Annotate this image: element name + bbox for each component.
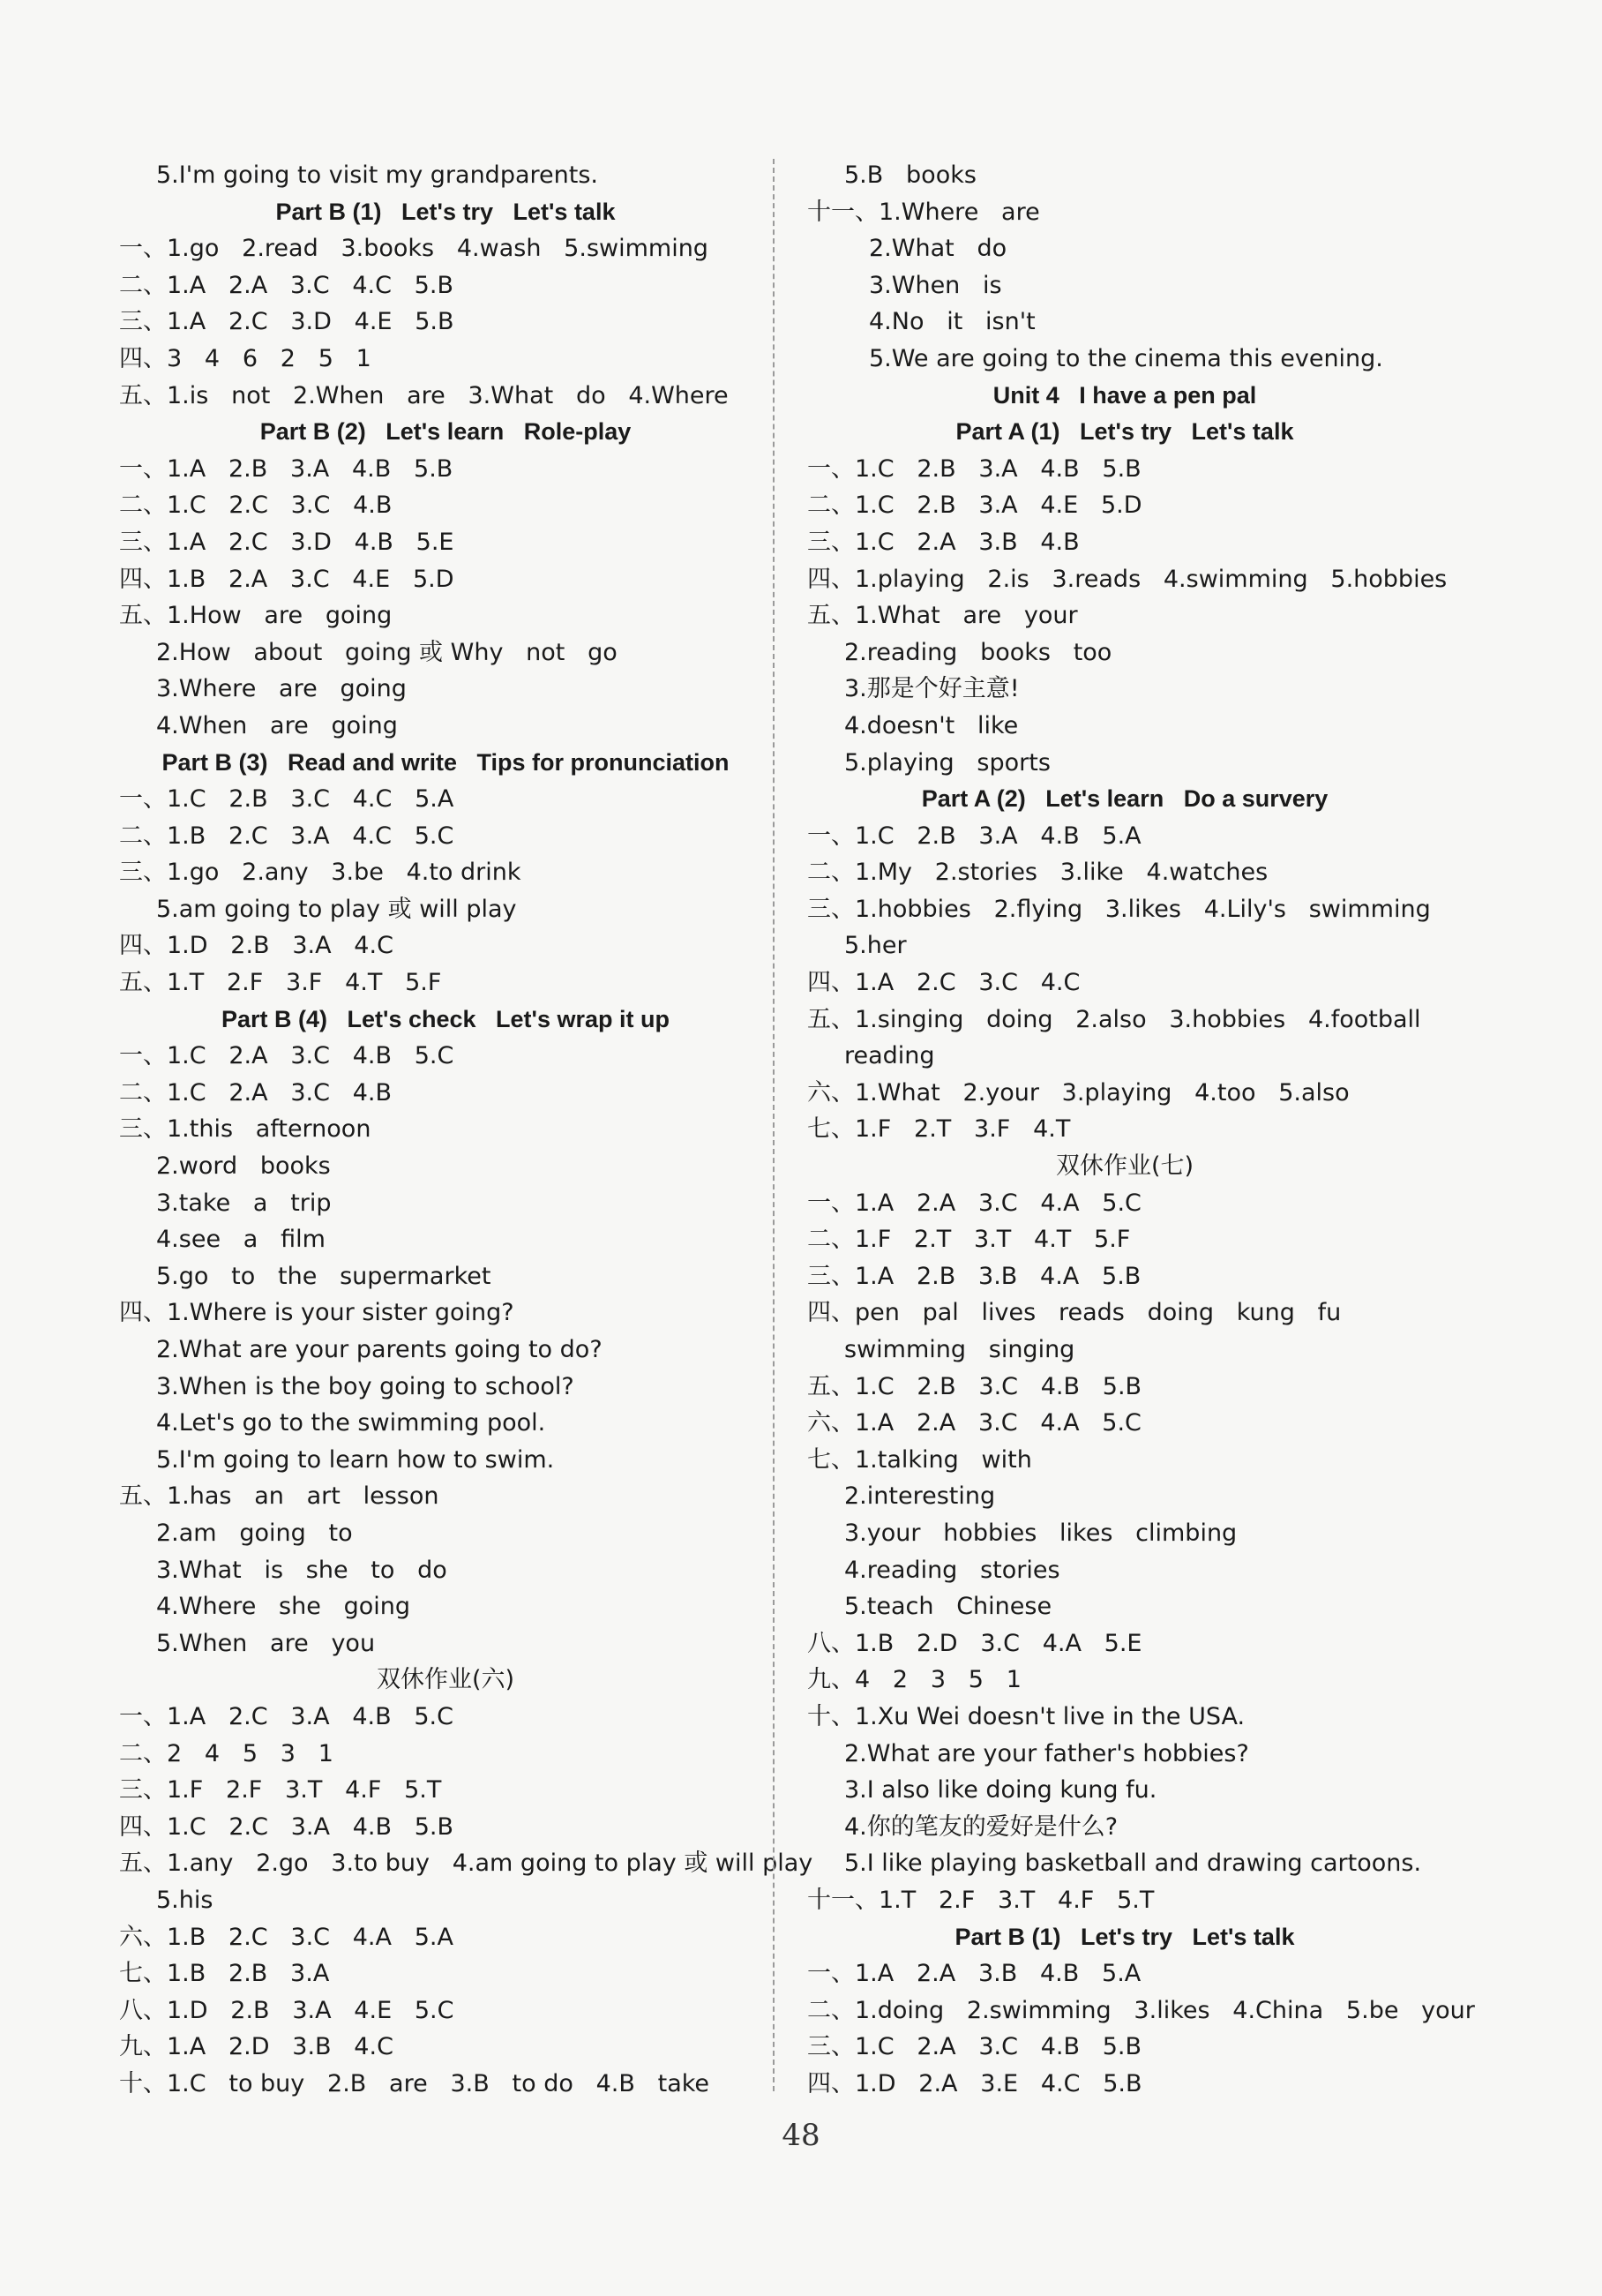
answer-line: 一、1.A 2.A 3.C 4.A 5.C: [807, 1189, 1142, 1217]
answer-line: 十、1.C to buy 2.B are 3.B to do 4.B take: [119, 2069, 710, 2097]
answer-line: 一、1.A 2.B 3.A 4.B 5.B: [119, 454, 453, 483]
answer-line: 4.你的笔友的爱好是什么?: [844, 1812, 1119, 1841]
answer-line: 三、1.this afternoon: [119, 1115, 371, 1144]
answer-line: 5.I like playing basketball and drawing cartoons.: [844, 1850, 1422, 1878]
answer-line: 5.teach Chinese: [844, 1593, 1052, 1621]
answer-line: 八、1.D 2.B 3.A 4.E 5.C: [119, 1996, 454, 2024]
answer-line: 三、1.C 2.A 3.B 4.B: [807, 528, 1080, 556]
answer-line: 二、1.My 2.stories 3.like 4.watches: [807, 859, 1269, 887]
answer-line: 4.doesn't like: [844, 711, 1019, 739]
answer-line: 二、1.A 2.A 3.C 4.C 5.B: [119, 271, 453, 299]
section-heading: Part B (2) Let's learn Role-play: [259, 418, 632, 446]
answer-line: 二、1.C 2.B 3.A 4.E 5.D: [807, 491, 1142, 520]
answer-line: 三、1.hobbies 2.flying 3.likes 4.Lily's swimming: [807, 895, 1431, 923]
answer-line: 四、1.Where is your sister going?: [119, 1299, 514, 1327]
answer-line: 四、1.D 2.B 3.A 4.C: [119, 932, 393, 960]
answer-line: 四、1.D 2.A 3.E 4.C 5.B: [807, 2069, 1142, 2097]
section-heading: Part B (3) Read and write Tips for pronunciation: [161, 748, 730, 776]
answer-line: 五、1.What are your: [807, 602, 1078, 630]
section-heading: Part B (1) Let's try Let's talk: [954, 1923, 1295, 1950]
answer-line: 4.see a film: [156, 1226, 326, 1254]
answer-line: 一、1.A 2.C 3.A 4.B 5.C: [119, 1702, 453, 1730]
answer-line: 五、1.is not 2.When are 3.What do 4.Where: [119, 381, 729, 409]
answer-line: 5.his: [156, 1886, 213, 1914]
answer-line: 5.am going to play 或 will play: [156, 895, 517, 923]
section-heading: Unit 4 I have a pen pal: [992, 381, 1257, 409]
section-heading: Part A (1) Let's try Let's talk: [955, 418, 1294, 446]
section-heading: Part A (2) Let's learn Do a survery: [921, 785, 1329, 813]
column-divider: [773, 159, 775, 2091]
answer-line: 2.word books: [156, 1152, 331, 1181]
answer-line: 六、1.B 2.C 3.C 4.A 5.A: [119, 1923, 453, 1951]
answer-line: 五、1.has an art lesson: [119, 1482, 439, 1511]
section-heading: Part B (1) Let's try Let's talk: [275, 198, 616, 225]
answer-line: reading: [844, 1042, 935, 1070]
answer-line: 4.Where she going: [156, 1593, 410, 1621]
answer-line: 三、1.C 2.A 3.C 4.B 5.B: [807, 2033, 1142, 2061]
answer-line: 七、1.F 2.T 3.F 4.T: [807, 1115, 1071, 1144]
answer-line: 三、1.A 2.B 3.B 4.A 5.B: [807, 1262, 1142, 1290]
answer-line: 四、1.playing 2.is 3.reads 4.swimming 5.hobbies: [807, 565, 1448, 593]
answer-line: 九、4 2 3 5 1: [807, 1666, 1022, 1694]
section-heading: 双休作业(六): [376, 1666, 515, 1694]
answer-line: 2.am going to: [156, 1519, 353, 1547]
answer-line: 七、1.B 2.B 3.A: [119, 1960, 330, 1988]
answer-line: 4.reading stories: [844, 1556, 1060, 1584]
answer-line: 四、1.C 2.C 3.A 4.B 5.B: [119, 1812, 454, 1841]
answer-line: 一、1.C 2.B 3.C 4.C 5.A: [119, 785, 454, 814]
answer-line: 5.her: [844, 932, 907, 960]
answer-line: 4.Let's go to the swimming pool.: [156, 1409, 546, 1437]
answer-line: 一、1.C 2.A 3.C 4.B 5.C: [119, 1042, 454, 1070]
answer-line: 八、1.B 2.D 3.C 4.A 5.E: [807, 1629, 1142, 1657]
right-column: [807, 157, 1475, 2102]
answer-line: 七、1.talking with: [807, 1445, 1032, 1474]
answer-line: 一、1.A 2.A 3.B 4.B 5.A: [807, 1960, 1142, 1988]
answer-line: 三、1.go 2.any 3.be 4.to drink: [119, 859, 521, 887]
answer-line: 一、1.C 2.B 3.A 4.B 5.B: [807, 454, 1142, 483]
answer-line: 2.reading books too: [844, 638, 1112, 666]
answer-line: 四、1.A 2.C 3.C 4.C: [807, 969, 1081, 997]
answer-line: 九、1.A 2.D 3.B 4.C: [119, 2033, 393, 2061]
left-column: [119, 157, 813, 2102]
answer-line: 二、1.F 2.T 3.T 4.T 5.F: [807, 1226, 1131, 1254]
answer-line: 4.When are going: [156, 711, 398, 739]
answer-line: 十一、1.T 2.F 3.T 4.F 5.T: [807, 1886, 1155, 1914]
answer-line: 5.go to the supermarket: [156, 1262, 491, 1290]
answer-line: 2.interesting: [844, 1482, 996, 1511]
answer-line: swimming singing: [844, 1336, 1075, 1363]
answer-line: 三、1.F 2.F 3.T 4.F 5.T: [119, 1776, 442, 1805]
answer-line: 3.When is: [869, 271, 1002, 299]
answer-line: 3.那是个好主意!: [844, 675, 1020, 703]
answer-line: 四、3 4 6 2 5 1: [119, 344, 371, 372]
answer-line: 3.When is the boy going to school?: [156, 1372, 574, 1400]
answer-line: 六、1.What 2.your 3.playing 4.too 5.also: [807, 1078, 1350, 1107]
answer-line: 3.I also like doing kung fu.: [844, 1776, 1157, 1805]
answer-line: 3.your hobbies likes climbing: [844, 1519, 1238, 1547]
answer-line: 5.playing sports: [844, 748, 1051, 777]
answer-line: 四、1.B 2.A 3.C 4.E 5.D: [119, 565, 454, 593]
answer-line: 五、1.How are going: [119, 602, 393, 630]
answer-line: 十、1.Xu Wei doesn't live in the USA.: [807, 1702, 1246, 1730]
answer-line: 2.What are your father's hobbies?: [844, 1739, 1249, 1767]
section-heading: Part B (4) Let's check Let's wrap it up: [221, 1005, 670, 1032]
answer-line: 2.What do: [869, 235, 1007, 263]
answer-line: 二、1.C 2.C 3.C 4.B: [119, 491, 393, 520]
answer-line: 一、1.go 2.read 3.books 4.wash 5.swimming: [119, 235, 708, 263]
answer-line: 二、1.doing 2.swimming 3.likes 4.China 5.be your: [807, 1996, 1475, 2024]
answer-line: 3.Where are going: [156, 675, 407, 703]
answer-line: 一、1.C 2.B 3.A 4.B 5.A: [807, 822, 1142, 850]
answer-line: 五、1.T 2.F 3.F 4.T 5.F: [119, 969, 442, 997]
answer-line: 2.What are your parents going to do?: [156, 1336, 603, 1363]
answer-line: 五、1.singing doing 2.also 3.hobbies 4.football: [807, 1005, 1421, 1033]
answer-line: 3.take a trip: [156, 1189, 332, 1217]
answer-line: 5.I'm going to visit my grandparents.: [156, 161, 598, 189]
answer-line: 5.B books: [844, 161, 977, 189]
answer-line: 4.No it isn't: [869, 308, 1036, 336]
answer-line: 五、1.C 2.B 3.C 4.B 5.B: [807, 1372, 1142, 1400]
answer-line: 二、1.C 2.A 3.C 4.B: [119, 1078, 392, 1107]
answer-line: 5.When are you: [156, 1629, 376, 1657]
answer-line: 五、1.any 2.go 3.to buy 4.am going to play 或 will play: [119, 1850, 813, 1878]
answer-line: 三、1.A 2.C 3.D 4.B 5.E: [119, 528, 454, 556]
answer-line: 2.How about going 或 Why not go: [156, 638, 618, 666]
answer-line: 三、1.A 2.C 3.D 4.E 5.B: [119, 308, 454, 336]
answer-line: 二、2 4 5 3 1: [119, 1739, 333, 1767]
answer-line: 二、1.B 2.C 3.A 4.C 5.C: [119, 822, 454, 850]
answer-line: 5.I'm going to learn how to swim.: [156, 1445, 555, 1474]
answer-line: 十一、1.Where are: [807, 198, 1040, 226]
section-heading: 双休作业(七): [1055, 1152, 1194, 1181]
answer-line: 六、1.A 2.A 3.C 4.A 5.C: [807, 1409, 1142, 1437]
answer-line: 3.What is she to do: [156, 1556, 447, 1584]
answer-line: 四、pen pal lives reads doing kung fu: [807, 1299, 1342, 1327]
answer-line: 5.We are going to the cinema this evening.: [869, 344, 1383, 372]
page-number: 48: [782, 2118, 820, 2153]
